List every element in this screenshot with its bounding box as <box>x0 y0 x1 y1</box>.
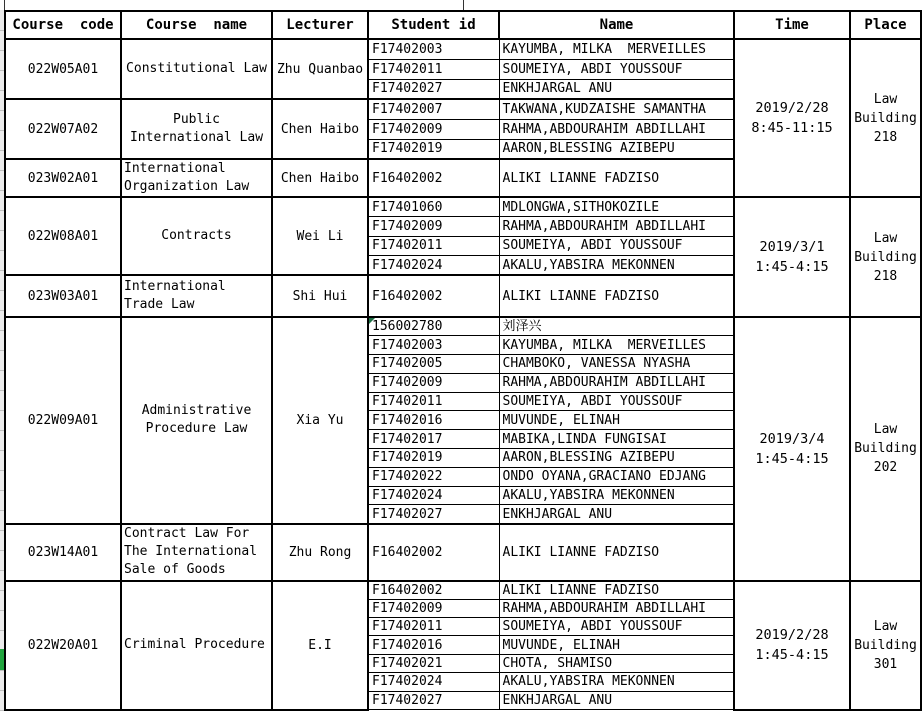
student-name-cell[interactable]: SOUMEIYA, ABDI YOUSSOUF <box>499 59 734 79</box>
student-id-cell[interactable]: F16402002 <box>368 159 499 197</box>
lecturer-cell[interactable]: E.I <box>272 581 368 710</box>
course-name-cell[interactable]: Contracts <box>121 197 272 275</box>
student-id-cell[interactable]: F17402019 <box>368 449 499 468</box>
student-name-cell[interactable]: ALIKI LIANNE FADZISO <box>499 275 734 317</box>
error-triangle-icon <box>369 318 375 324</box>
student-id-cell[interactable]: F16402002 <box>368 524 499 581</box>
student-id-cell[interactable]: F17402009 <box>368 373 499 392</box>
course-code-cell[interactable]: 022W05A01 <box>5 39 121 99</box>
student-id-cell[interactable]: F17402019 <box>368 139 499 159</box>
student-name-cell[interactable]: KAYUMBA, MILKA MERVEILLES <box>499 39 734 59</box>
student-row <box>5 197 921 217</box>
top-gridline-tick <box>463 0 464 10</box>
course-code-cell[interactable]: 022W20A01 <box>5 581 121 710</box>
header-row <box>5 11 921 39</box>
lecturer-cell[interactable]: Shi Hui <box>272 275 368 317</box>
exam-time-range: 1:45-4:15 <box>755 450 829 467</box>
exam-time-range: 1:45-4:15 <box>755 259 829 275</box>
student-name-cell[interactable]: MDLONGWA,SITHOKOZILE <box>499 197 734 217</box>
course-name-cell[interactable]: Contract Law For The International Sale of Goods <box>121 524 272 581</box>
exam-time-range: 8:45-11:15 <box>751 120 833 136</box>
student-id-cell[interactable]: F17402007 <box>368 99 499 119</box>
student-id-cell[interactable]: F17402009 <box>368 599 499 617</box>
time-cell[interactable] <box>734 197 850 317</box>
student-name-cell[interactable]: SOUMEIYA, ABDI YOUSSOUF <box>499 392 734 411</box>
student-name-cell[interactable]: MABIKA,LINDA FUNGISAI <box>499 430 734 449</box>
column-header-student-id[interactable]: Student id <box>368 11 499 39</box>
place-cell[interactable]: Law Building 301 <box>850 581 921 710</box>
column-header-course-code[interactable]: Course code <box>5 11 121 39</box>
student-name-cell[interactable]: ALIKI LIANNE FADZISO <box>499 524 734 581</box>
student-name-cell[interactable]: KAYUMBA, MILKA MERVEILLES <box>499 336 734 355</box>
student-name-cell[interactable]: AARON,BLESSING AZIBEPU <box>499 139 734 159</box>
exam-date: 2019/3/1 <box>759 239 825 255</box>
student-id-cell[interactable]: F16402002 <box>368 275 499 317</box>
student-name-cell[interactable]: RAHMA,ABDOURAHIM ABDILLAHI <box>499 599 734 617</box>
course-name-cell[interactable]: Administrative Procedure Law <box>121 317 272 524</box>
student-id-cell[interactable]: F17402022 <box>368 467 499 486</box>
lecturer-cell[interactable]: Wei Li <box>272 197 368 275</box>
course-name-cell[interactable]: Public International Law <box>121 99 272 159</box>
exam-schedule-table <box>4 10 922 711</box>
student-name-cell[interactable]: RAHMA,ABDOURAHIM ABDILLAHI <box>499 373 734 392</box>
student-row <box>5 39 921 59</box>
place-cell[interactable]: Law Building 202 <box>850 317 921 581</box>
course-code-cell[interactable]: 023W02A01 <box>5 159 121 197</box>
student-id-cell[interactable]: F17401060 <box>368 197 499 217</box>
course-code-cell[interactable]: 023W14A01 <box>5 524 121 581</box>
column-header-course-name[interactable]: Course name <box>121 11 272 39</box>
lecturer-cell[interactable]: Xia Yu <box>272 317 368 524</box>
course-code-cell[interactable]: 022W07A02 <box>5 99 121 159</box>
student-id-cell[interactable]: F17402027 <box>368 79 499 99</box>
student-id-cell[interactable]: F17402024 <box>368 486 499 505</box>
student-name-cell[interactable]: ALIKI LIANNE FADZISO <box>499 581 734 599</box>
place-cell[interactable]: Law Building 218 <box>850 197 921 317</box>
student-id-cell[interactable]: F17402017 <box>368 430 499 449</box>
student-id-cell[interactable]: F16402002 <box>368 581 499 599</box>
student-name-cell[interactable]: ONDO OYANA,GRACIANO EDJANG <box>499 467 734 486</box>
exam-date: 2019/2/28 <box>755 627 829 644</box>
student-name-cell[interactable]: ALIKI LIANNE FADZISO <box>499 159 734 197</box>
student-name-cell[interactable]: ENKHJARGAL ANU <box>499 79 734 99</box>
student-name-cell[interactable]: ENKHJARGAL ANU <box>499 691 734 709</box>
student-name-cell[interactable]: ENKHJARGAL ANU <box>499 505 734 524</box>
time-cell[interactable] <box>734 317 850 581</box>
time-cell[interactable] <box>734 581 850 710</box>
exam-date: 2019/2/28 <box>755 100 829 116</box>
student-name-cell[interactable]: AARON,BLESSING AZIBEPU <box>499 449 734 468</box>
lecturer-cell[interactable]: Zhu Quanbao <box>272 39 368 99</box>
student-id-cell[interactable]: F17402011 <box>368 236 499 256</box>
student-name-cell[interactable]: SOUMEIYA, ABDI YOUSSOUF <box>499 236 734 256</box>
student-id-cell[interactable]: F17402009 <box>368 119 499 139</box>
student-id-cell[interactable]: F17402021 <box>368 654 499 672</box>
student-name-cell[interactable]: 刘泽兴 <box>499 317 734 336</box>
course-name-cell[interactable]: International Trade Law <box>121 275 272 317</box>
column-header-lecturer[interactable]: Lecturer <box>272 11 368 39</box>
student-id-cell[interactable]: F17402011 <box>368 618 499 636</box>
column-header-place[interactable]: Place <box>850 11 921 39</box>
course-name-cell[interactable]: Criminal Procedure <box>121 581 272 710</box>
student-name-cell[interactable]: CHAMBOKO, VANESSA NYASHA <box>499 355 734 374</box>
place-cell[interactable]: Law Building 218 <box>850 39 921 197</box>
student-id-cell[interactable]: F17402027 <box>368 691 499 709</box>
student-id-cell[interactable]: F17402003 <box>368 336 499 355</box>
student-name-cell[interactable]: RAHMA,ABDOURAHIM ABDILLAHI <box>499 119 734 139</box>
student-id-cell[interactable]: F17402011 <box>368 392 499 411</box>
course-name-cell[interactable]: Constitutional Law <box>121 39 272 99</box>
lecturer-cell[interactable]: Chen Haibo <box>272 99 368 159</box>
student-id-cell[interactable]: F17402003 <box>368 39 499 59</box>
student-row <box>5 317 921 336</box>
top-gridline-tick <box>4 0 5 10</box>
course-name-cell[interactable]: International Organization Law <box>121 159 272 197</box>
student-id-cell[interactable]: F17402005 <box>368 355 499 374</box>
student-name-cell[interactable]: MUVUNDE, ELINAH <box>499 411 734 430</box>
student-name-cell[interactable]: MUVUNDE, ELINAH <box>499 636 734 654</box>
student-name-cell[interactable]: AKALU,YABSIRA MEKONNEN <box>499 486 734 505</box>
student-name-cell[interactable]: RAHMA,ABDOURAHIM ABDILLAHI <box>499 217 734 237</box>
course-code-cell[interactable]: 023W03A01 <box>5 275 121 317</box>
column-header-time[interactable]: Time <box>734 11 850 39</box>
student-id-cell[interactable]: F17402011 <box>368 59 499 79</box>
student-name-cell[interactable]: SOUMEIYA, ABDI YOUSSOUF <box>499 618 734 636</box>
course-code-cell[interactable]: 022W09A01 <box>5 317 121 524</box>
lecturer-cell[interactable]: Zhu Rong <box>272 524 368 581</box>
student-id-cell[interactable]: F17402016 <box>368 411 499 430</box>
student-name-cell[interactable]: AKALU,YABSIRA MEKONNEN <box>499 673 734 691</box>
student-id-cell[interactable]: F17402009 <box>368 217 499 237</box>
course-code-cell[interactable]: 022W08A01 <box>5 197 121 275</box>
student-name-cell[interactable]: CHOTA, SHAMISO <box>499 654 734 672</box>
student-id-cell[interactable]: F17402027 <box>368 505 499 524</box>
student-id-cell[interactable]: F17402024 <box>368 256 499 276</box>
time-cell[interactable] <box>734 39 850 197</box>
student-name-cell[interactable]: TAKWANA,KUDZAISHE SAMANTHA <box>499 99 734 119</box>
column-header-name[interactable]: Name <box>499 11 734 39</box>
student-name-cell[interactable]: AKALU,YABSIRA MEKONNEN <box>499 256 734 276</box>
student-id-cell[interactable]: F17402016 <box>368 636 499 654</box>
student-id-cell[interactable]: 156002780 <box>368 317 499 336</box>
student-row <box>5 581 921 599</box>
exam-time-range: 1:45-4:15 <box>755 647 829 664</box>
sheet-top-strip <box>0 0 922 10</box>
exam-date: 2019/3/4 <box>759 430 825 447</box>
lecturer-cell[interactable]: Chen Haibo <box>272 159 368 197</box>
student-id-cell[interactable]: F17402024 <box>368 673 499 691</box>
